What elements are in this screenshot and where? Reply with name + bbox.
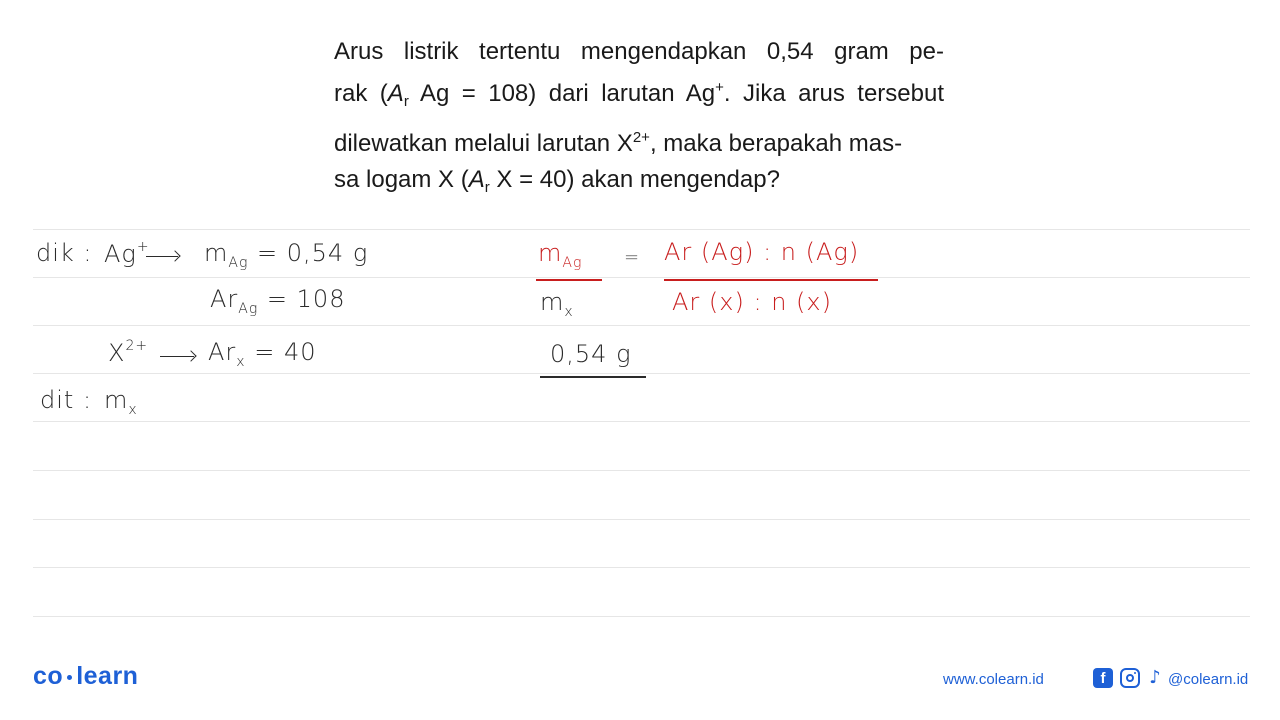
reaction-arrow [146,256,178,257]
social-handle[interactable]: @colearn.id [1168,671,1249,688]
ruled-line [33,373,1250,374]
frac-rhs-denominator: Ar (x) : n (x) [672,288,832,316]
colearn-logo: co learn [33,662,139,690]
question-line-3: dilewatkan melalui larutan $X^{2+}$, maka berapakah mas- [334,129,903,157]
question-line-4: sa logam X ($A_r$ X = 40) akan mengendap? [334,166,780,196]
ar-ag: $Ar_{Ag} = 108$ [210,285,346,317]
logo-dot [67,675,72,680]
ruled-line [33,567,1250,568]
ruled-line [33,325,1250,326]
fraction-bar-rhs [664,279,878,281]
fraction-bar-substituted [540,376,646,378]
question-line-1: Arus listrik tertentu mengendapkan 0,54 gram pe- [334,38,944,65]
frac-rhs-numerator: Ar (Ag) : n (Ag) [664,238,860,266]
ruled-line [33,616,1250,617]
facebook-icon[interactable]: f [1093,668,1113,688]
mass-ag: $m_{Ag} = 0,54$ g [204,239,369,271]
x-ion: $X^{2+}$ [108,338,149,367]
dik-label: dik : [36,239,93,267]
fraction-bar-lhs [536,279,602,281]
ruled-line [33,519,1250,520]
mass-x-asked: $m_x$ [104,386,138,418]
question-line-2: rak ($A_r$ Ag = 108) dari larutan Ag+. Jika arus tersebut [334,79,944,110]
ruled-line [33,421,1250,422]
dit-label: dit : [40,386,93,414]
substituted-mass: 0,54 g [550,340,632,368]
equals-sign: = [624,247,641,268]
ruled-line [33,229,1250,230]
ruled-line [33,470,1250,471]
frac-lhs-numerator: $m_{Ag}$ [538,239,583,271]
tiktok-icon[interactable]: ♪ [1149,667,1161,688]
instagram-icon[interactable] [1120,668,1140,688]
ar-x: $Ar_x = 40$ [208,338,317,370]
frac-lhs-denominator: $m_x$ [540,288,574,320]
question-text [334,34,944,206]
website-url[interactable]: www.colearn.id [943,671,1044,688]
ruled-line [33,277,1250,278]
ag-ion: Ag+ [104,239,150,268]
reaction-arrow [160,356,194,357]
